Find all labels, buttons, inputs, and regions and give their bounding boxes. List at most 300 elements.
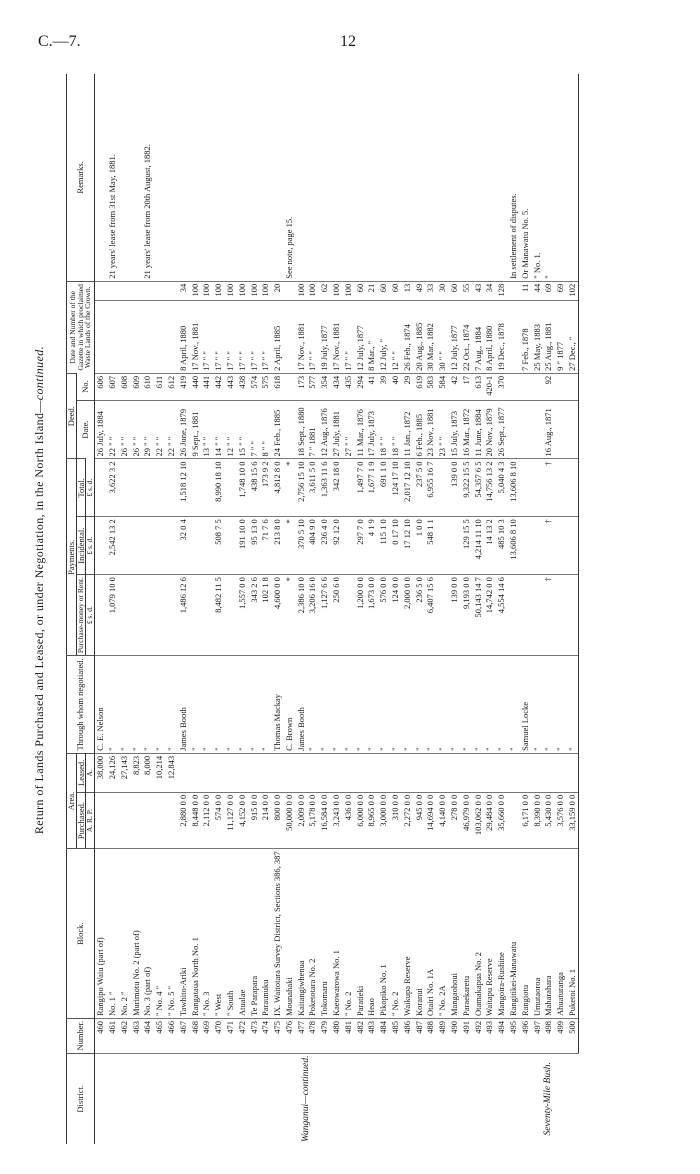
negotiator: " (153, 656, 165, 754)
remarks (295, 74, 307, 281)
purchase-money: 1,200 0 0 (354, 575, 366, 656)
purchase-money (507, 575, 519, 656)
remarks: 21 years' lease from 20th August, 1882. (142, 144, 153, 279)
total-cost (130, 459, 142, 517)
block-name: Puketoi No. 1 (566, 849, 578, 1019)
row-number: 460 (94, 1019, 106, 1054)
deed-date: 9 Sept., 1881 (189, 400, 201, 459)
purchase-money: 4,554 14 6 (496, 575, 508, 656)
total-cost: 3,611 5 0 (307, 459, 319, 517)
purchase-money: 250 6 0 (330, 575, 342, 656)
purchase-money (342, 575, 354, 656)
deed-date: 26 " " (118, 400, 130, 459)
area-leased (425, 753, 437, 792)
row-number: 465 (153, 1019, 165, 1054)
area-leased (271, 753, 283, 792)
remarks (224, 74, 236, 281)
row-number: 466 (165, 1019, 177, 1054)
incidental-cost: 548 1 1 (425, 517, 437, 575)
total-cost (224, 459, 236, 517)
block-name: Heao (366, 849, 378, 1019)
incidental-cost: 508 7 5 (212, 517, 224, 575)
incidental-cost: † (543, 517, 555, 575)
deed-date: 23 " " (437, 400, 449, 459)
gazette-date: 17 " " (260, 300, 272, 373)
gazette-date: 2 April, 1885 (271, 300, 283, 373)
row-number: 474 (260, 1019, 272, 1054)
block-name: Waitapu Reserve (484, 849, 496, 1019)
deed-number: 584 (437, 373, 449, 400)
deed-number: 610 (142, 373, 154, 400)
remarks: See note, page 15. (283, 216, 294, 279)
gazette-number (153, 281, 165, 300)
purchase-money: 1,486 12 6 (177, 575, 189, 656)
gazette-date (507, 300, 519, 373)
deed-number: 443 (224, 373, 236, 400)
area-purchased: 3,243 0 0 (330, 792, 342, 849)
deed-date: 22 " " (165, 400, 177, 459)
gazette-number: 44 (531, 281, 543, 300)
area-purchased (94, 792, 106, 849)
purchase-money: 4,600 0 0 (271, 575, 283, 656)
total-cost (153, 459, 165, 517)
row-number: 493 (484, 1019, 496, 1054)
total-cost (566, 459, 578, 517)
incidental-cost (342, 517, 354, 575)
row-number: 472 (236, 1019, 248, 1054)
incidental-cost: 0 17 10 (389, 517, 401, 575)
block-name: " No. 5 " (165, 849, 177, 1019)
remarks (248, 74, 260, 281)
row-number: 480 (330, 1019, 342, 1054)
gazette-number: 34 (177, 281, 189, 300)
incidental-cost (531, 517, 543, 575)
area-leased (378, 753, 390, 792)
col-district: District. (67, 1053, 95, 1144)
purchase-money: 139 0 0 (448, 575, 460, 656)
row-number: 468 (189, 1019, 201, 1054)
block-name: Otairi No. 1A (425, 849, 437, 1019)
block-name: No. 3 (part of) (142, 849, 154, 1019)
row-number: 489 (437, 1019, 449, 1054)
block-name: Kaitangiwhenua (295, 849, 307, 1019)
area-leased: 8,000 (142, 753, 154, 792)
area-purchased: 3,576 0 0 (555, 792, 567, 849)
remarks (342, 74, 354, 281)
block-name: Te Parapara (248, 849, 260, 1019)
row-number: 463 (130, 1019, 142, 1054)
incidental-cost (224, 517, 236, 575)
deed-date: 22 " " (153, 400, 165, 459)
block-name: Umutaoroa (531, 849, 543, 1019)
gazette-number (94, 281, 106, 300)
col-incidental: Incidental. (76, 517, 86, 575)
gazette-date: 30 Mar., 1882 (425, 300, 437, 373)
gazette-number: 100 (189, 281, 201, 300)
block-name: " No. 3 (201, 849, 213, 1019)
gazette-date: 25 May, 1883 (531, 300, 543, 373)
purchase-money (130, 575, 142, 656)
negotiator: " (460, 656, 472, 754)
area-leased (319, 753, 331, 792)
deed-date: 17 July, 1873 (366, 400, 378, 459)
total-cost (531, 459, 543, 517)
negotiator: " (307, 656, 319, 754)
gazette-date: 30 " " (437, 300, 449, 373)
col-gazette: Date and Number of the Gazette in which proclaimed Waste Lands of the Crown. (67, 281, 95, 373)
block-name: Rangipo Waiu (part of) (94, 849, 106, 1019)
gazette-date: 27 Dec., " (566, 300, 578, 373)
purchase-money: 14,742 0 0 (484, 575, 496, 656)
deed-number: 173 (295, 373, 307, 400)
total-cost: 1,677 1 9 (366, 459, 378, 517)
area-purchased: 4,140 0 0 (437, 792, 449, 849)
area-leased (189, 753, 201, 792)
negotiator: Samuel Locke (519, 656, 531, 754)
area-purchased: 33,159 0 0 (566, 792, 578, 849)
purchase-money (142, 575, 154, 656)
gazette-date: 17 " " (224, 300, 236, 373)
deed-date (531, 400, 543, 459)
block-name: Pikopiko No. 1 (378, 849, 390, 1019)
table-row (472, 74, 484, 1144)
negotiator: " (496, 656, 508, 754)
row-number: 492 (472, 1019, 484, 1054)
gazette-number: 102 (566, 281, 578, 300)
negotiator: " (566, 656, 578, 754)
negotiator: " (236, 656, 248, 754)
table-row (271, 74, 283, 1144)
area-purchased (507, 792, 519, 849)
negotiator: " (507, 656, 519, 754)
remarks (260, 74, 272, 281)
deed-date: 12 " " (224, 400, 236, 459)
table-row (496, 74, 508, 1144)
area-purchased: 310 0 0 (389, 792, 401, 849)
total-cost (437, 459, 449, 517)
deed-number: 294 (354, 373, 366, 400)
row-number: 479 (319, 1019, 331, 1054)
remarks (484, 74, 496, 281)
area-purchased: 436 0 0 (342, 792, 354, 849)
incidental-cost (189, 517, 201, 575)
col-purchase-money: Purchase-money or Rent. (76, 575, 86, 656)
table-row (460, 74, 472, 1144)
table-row (189, 74, 201, 1144)
area-leased (555, 753, 567, 792)
area-leased (342, 753, 354, 792)
gazette-number (130, 281, 142, 300)
negotiator: " (531, 656, 543, 754)
deed-number: 420-1 (484, 373, 496, 400)
block-name: " No. 2A (437, 849, 449, 1019)
area-leased (212, 753, 224, 792)
row-number: 486 (401, 1019, 413, 1054)
table-row (118, 74, 130, 1144)
deed-number (507, 373, 519, 400)
gazette-date: 7 Feb., 1878 (519, 300, 531, 373)
row-number: 461 (106, 1019, 118, 1054)
district-label: Wanganui—continued. (94, 1053, 519, 1144)
gazette-number: 43 (472, 281, 484, 300)
area-purchased: 214 0 0 (260, 792, 272, 849)
table-row (507, 74, 519, 1144)
deed-number: 438 (236, 373, 248, 400)
deed-date: 7 " 1881 (307, 400, 319, 459)
row-number: 483 (366, 1019, 378, 1054)
remarks (177, 74, 189, 281)
gazette-number: 100 (342, 281, 354, 300)
area-leased (413, 753, 425, 792)
remarks (354, 74, 366, 281)
remarks (378, 74, 390, 281)
table-row (366, 74, 378, 1144)
table-row (425, 74, 437, 1144)
area-leased (460, 753, 472, 792)
block-name: Mounahaki (283, 849, 295, 1019)
deed-number (531, 373, 543, 400)
block-name: Mangoira-Rushine (496, 849, 508, 1019)
gazette-number: 33 (425, 281, 437, 300)
block-name: Atualae (236, 849, 248, 1019)
total-cost: 5,040 4 3 (496, 459, 508, 517)
incidental-cost (519, 517, 531, 575)
deed-date (519, 400, 531, 459)
gazette-number: 100 (224, 281, 236, 300)
return-table (66, 74, 579, 1144)
table-row (283, 74, 295, 1144)
deed-date: 24 Feb., 1885 (271, 400, 283, 459)
total-cost: 124 17 10 (389, 459, 401, 517)
deed-number: 354 (319, 373, 331, 400)
col-number: Number. (67, 1019, 95, 1054)
area-leased: 12,843 (165, 753, 177, 792)
negotiator: " (118, 656, 130, 754)
gazette-number: 13 (401, 281, 413, 300)
gazette-number: 69 (555, 281, 567, 300)
remarks (472, 74, 484, 281)
remarks (165, 74, 177, 281)
table-row (248, 74, 260, 1144)
deed-number: 41 (366, 373, 378, 400)
table-row (201, 74, 213, 1144)
deed-number: 440 (189, 373, 201, 400)
gazette-date: 17 " " (307, 300, 319, 373)
col-area: Area. (67, 753, 77, 849)
deed-date: 7 " " (248, 400, 260, 459)
negotiator: " (484, 656, 496, 754)
table-row (142, 74, 154, 1144)
incidental-cost: 4,214 11 10 (472, 517, 484, 575)
col-deed-date: Date. (76, 400, 94, 459)
incidental-cost: * (283, 517, 295, 575)
area-leased: 38,000 (94, 753, 106, 792)
deed-date (555, 400, 567, 459)
area-purchased: 574 0 0 (212, 792, 224, 849)
units-purchase-money: £ s. d. (86, 575, 95, 656)
gazette-date (130, 300, 142, 373)
table-row (543, 74, 555, 1144)
block-name: Poketotara No. 2 (307, 849, 319, 1019)
row-number: 498 (543, 1019, 555, 1054)
table-row (94, 74, 106, 1144)
incidental-cost (566, 517, 578, 575)
area-leased (448, 753, 460, 792)
row-number: 497 (531, 1019, 543, 1054)
table-header (67, 74, 95, 1144)
units-leased: A. (86, 753, 95, 792)
table-row (484, 74, 496, 1144)
total-cost: 2,756 15 10 (295, 459, 307, 517)
remarks (236, 74, 248, 281)
remarks (271, 74, 283, 281)
gazette-number: 100 (295, 281, 307, 300)
row-number: 476 (283, 1019, 295, 1054)
table-row (389, 74, 401, 1144)
negotiator: " (342, 656, 354, 754)
table-row (236, 74, 248, 1144)
block-name: Rangataua North No. 1 (189, 849, 201, 1019)
incidental-cost: 4 1 9 (366, 517, 378, 575)
row-number: 471 (224, 1019, 236, 1054)
area-purchased: 2,272 0 0 (401, 792, 413, 849)
row-number: 481 (342, 1019, 354, 1054)
gazette-number: 128 (496, 281, 508, 300)
negotiator: James Booth (177, 656, 189, 754)
incidental-cost: 370 5 10 (295, 517, 307, 575)
area-leased (295, 753, 307, 792)
deed-number: 619 (413, 373, 425, 400)
remarks: " (543, 275, 554, 279)
incidental-cost: 191 10 0 (236, 517, 248, 575)
remarks (389, 74, 401, 281)
total-cost: 1,518 12 10 (177, 459, 189, 517)
deed-number: 441 (201, 373, 213, 400)
negotiator: " (425, 656, 437, 754)
remarks (366, 74, 378, 281)
negotiator: " (189, 656, 201, 754)
deed-number: 618 (271, 373, 283, 400)
row-number: 478 (307, 1019, 319, 1054)
col-remarks: Remarks. (67, 74, 95, 281)
deed-date: 20 Nov., 1879 (484, 400, 496, 459)
total-cost (342, 459, 354, 517)
remarks (460, 74, 472, 281)
incidental-cost (448, 517, 460, 575)
gazette-date: 17 " " (342, 300, 354, 373)
gazette-number: 100 (330, 281, 342, 300)
deed-number: 435 (342, 373, 354, 400)
row-number: 470 (212, 1019, 224, 1054)
area-leased (472, 753, 484, 792)
table-row (260, 74, 272, 1144)
remarks (212, 74, 224, 281)
area-purchased: 11,127 0 0 (224, 792, 236, 849)
total-cost: 342 18 0 (330, 459, 342, 517)
area-purchased: 8,965 0 0 (366, 792, 378, 849)
negotiator: " (130, 656, 142, 754)
area-leased (307, 753, 319, 792)
area-purchased (142, 792, 154, 849)
negotiator: " (142, 656, 154, 754)
area-leased (248, 753, 260, 792)
table-row (566, 74, 578, 1144)
page-number: 12 (340, 33, 356, 50)
area-purchased: 5,430 0 0 (543, 792, 555, 849)
gazette-date (153, 300, 165, 373)
negotiator: " (224, 656, 236, 754)
purchase-money (165, 575, 177, 656)
block-name: No. 1 " (106, 849, 118, 1019)
units-total: £ s. d. (86, 459, 95, 517)
row-number: 491 (460, 1019, 472, 1054)
table-row (224, 74, 236, 1144)
purchase-money: 343 2 6 (248, 575, 260, 656)
gazette-number: 30 (437, 281, 449, 300)
purchase-money: 576 0 0 (378, 575, 390, 656)
total-cost: 2,017 12 10 (401, 459, 413, 517)
gazette-number: 34 (484, 281, 496, 300)
gazette-number: 20 (271, 281, 283, 300)
total-cost: 1,748 10 0 (236, 459, 248, 517)
total-cost: 139 0 0 (448, 459, 460, 517)
gazette-number: 62 (319, 281, 331, 300)
remarks: " No. 1. (531, 252, 542, 279)
gazette-date: 17 " " (201, 300, 213, 373)
deed-number: 574 (248, 373, 260, 400)
remarks (189, 74, 201, 281)
gazette-date: 25 Aug., 1881 (543, 300, 555, 373)
gazette-number: 60 (354, 281, 366, 300)
table-row (165, 74, 177, 1144)
gazette-date: 17 Nov., 1881 (189, 300, 201, 373)
area-purchased (130, 792, 142, 849)
area-leased (330, 753, 342, 792)
total-cost: 6,955 16 7 (425, 459, 437, 517)
incidental-cost: 71 7 6 (260, 517, 272, 575)
row-number: 494 (496, 1019, 508, 1054)
negotiator: " (319, 656, 331, 754)
incidental-cost: 236 4 0 (319, 517, 331, 575)
purchase-money: 2,386 10 0 (295, 575, 307, 656)
purchase-money: 9,193 0 0 (460, 575, 472, 656)
block-name: Paraekaretu (460, 849, 472, 1019)
area-leased (224, 753, 236, 792)
gazette-date: 12 " " (389, 300, 401, 373)
area-leased (177, 753, 189, 792)
incidental-cost: 13,606 8 10 (507, 517, 519, 575)
gazette-date: 17 " " (248, 300, 260, 373)
deed-date: 27 July, 1881 (330, 400, 342, 459)
block-name: Paratieki (354, 849, 366, 1019)
row-number: 477 (295, 1019, 307, 1054)
purchase-money (153, 575, 165, 656)
negotiator: " (472, 656, 484, 754)
block-name: Paraunuku (260, 849, 272, 1019)
block-name: Rangiotu (519, 849, 531, 1019)
remarks (425, 74, 437, 281)
total-cost (519, 459, 531, 517)
remarks (437, 74, 449, 281)
purchase-money (189, 575, 201, 656)
deed-number: 612 (165, 373, 177, 400)
col-block: Block. (67, 849, 95, 1019)
gazette-number: 55 (460, 281, 472, 300)
gazette-date (106, 300, 118, 373)
deed-date (507, 400, 519, 459)
deed-number: 613 (472, 373, 484, 400)
gazette-number: 100 (236, 281, 248, 300)
